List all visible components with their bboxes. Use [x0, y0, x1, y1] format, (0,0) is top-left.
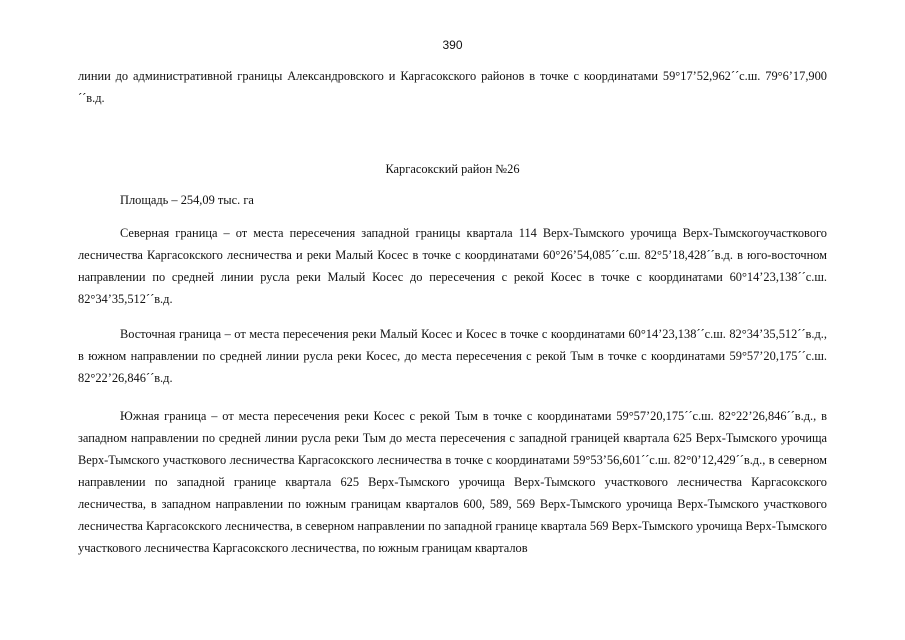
north-border-paragraph: Северная граница – от места пересечения западной границы квартала 114 Верх-Тымского урочища Верх-Тымскогоучасткового лесничества Каргасокского лесничества и реки Малый Косес в точке с координатами 60°26’54,085´´с.ш. 82°5’18,428´´в.д. в юго-восточном направлении по средней линии русла реки Малый Косес до пересечения с рекой Косес в точке с координатами 60°14’23,138´´с.ш. 82°34’35,512´´в.д. [78, 226, 827, 306]
section-title: Каргасокский район №26 [385, 162, 520, 176]
intro-paragraph: линии до административной границы Александровского и Каргасокского районов в точке с координатами 59°17’52,962´´с.ш. 79°6’17,900´´в.д. [78, 69, 827, 105]
area-paragraph: Площадь – 254,09 тыс. га [120, 193, 254, 207]
page-number: 390 [442, 38, 463, 52]
east-border-paragraph: Восточная граница – от места пересечения реки Малый Косес и Косес в точке с координатами 60°14’23,138´´с.ш. 82°34’35,512´´в.д., в южном направлении по средней линии русла реки Косес, до места пересечения с рекой Тым в точке с координатами 59°57’20,175´´с.ш. 82°22’26,846´´в.д. [78, 327, 827, 385]
south-border-paragraph: Южная граница – от места пересечения реки Косес с рекой Тым в точке с координатами 59°57’20,175´´с.ш. 82°22’26,846´´в.д., в западном направлении по средней линии русла реки Тым до места пересечения с западной границей квартала 625 Верх-Тымского урочища Верх-Тымского участкового лесничества Каргасокского лесничества в точке с координатами 59°53’56,601´´с.ш. 82°0’12,429´´в.д., в северном направлении по западной границе квартала 625 Верх-Тымского урочища Верх-Тымского участкового лесничества Каргасокского лесничества, в западном направлении по южным границам кварталов 600, 589, 569 Верх-Тымского урочища Верх-Тымского участкового лесничества Каргасокского лесничества, в северном направлении по западной границе квартала 569 Верх-Тымского урочища Верх-Тымского участкового лесничества Каргасокского лесничества, по южным границам кварталов [78, 409, 827, 555]
